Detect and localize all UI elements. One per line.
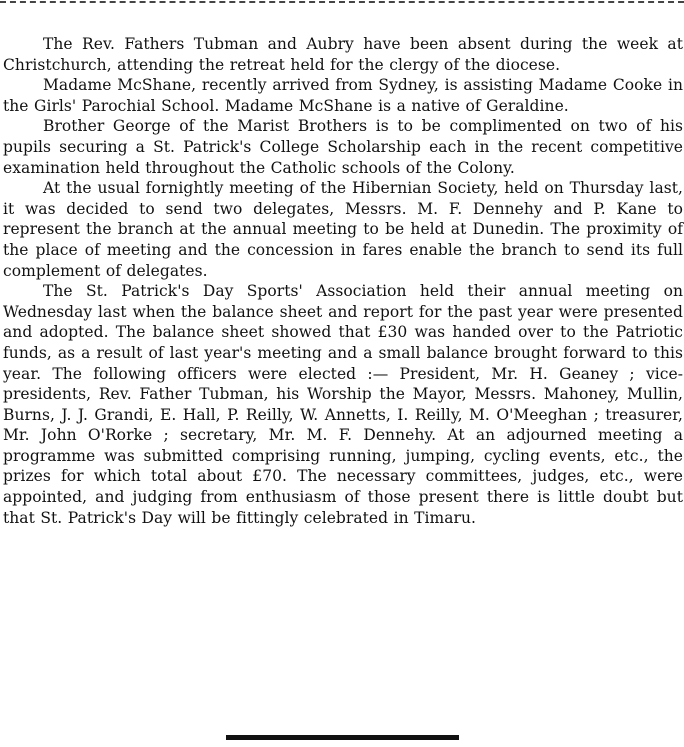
article-column — [3, 34, 683, 528]
paragraph-hibernian-society: At the usual fornightly meeting of the Hibernian Society, held on Thursday last, it was decided to send two delegates, Messrs. M. F. Dennehy and P. Kane to represent the branch at the annual meeting to be held at Dunedin. The proximity of the place of meeting and the concession in fares enable the branch to send its full complement of delegates. — [3, 179, 683, 280]
paragraph-madame-mcshane: Madame McShane, recently arrived from Sydney, is assisting Madame Cooke in the Girls' Parochial School. Madame McShane is a native of Geraldine. — [3, 76, 683, 115]
paragraph-marist-brothers: Brother George of the Marist Brothers is to be complimented on two of his pupils securing a St. Patrick's College Scholarship each in the recent competitive examination held throughout the Catholic schools of the Colony. — [3, 117, 683, 177]
paragraph-clergy-retreat: The Rev. Fathers Tubman and Aubry have been absent during the week at Christchurch, attending the retreat held for the clergy of the diocese. — [3, 35, 683, 74]
paragraph-sports-association: The St. Patrick's Day Sports' Association held their annual meeting on Wednesday last when the balance sheet and report for the past year were presented and adopted. The balance sheet showed that £30 was handed over to the Patriotic funds, as a result of last year's meeting and a small balance brought forward to this year. The following officers were elected :— President, Mr. H. Geaney ; vice-presidents, Rev. Father Tubman, his Worship the Mayor, Messrs. Mahoney, Mullin, Burns, J. J. Grandi, E. Hall, P. Reilly, W. Annetts, I. Reilly, M. O'Meeghan ; treasurer, Mr. John O'Rorke ; secretary, Mr. M. F. Dennehy. At an adjourned meeting a programme was submitted comprising running, jumping, cycling events, etc., the prizes for which total about £70. The necessary committees, judges, etc., were appointed, and judging from enthusiasm of those present there is little doubt but that St. Patrick's Day will be fittingly celebrated in Timaru. — [3, 282, 683, 527]
closing-rule — [226, 735, 459, 740]
top-column-rule — [0, 1, 684, 3]
